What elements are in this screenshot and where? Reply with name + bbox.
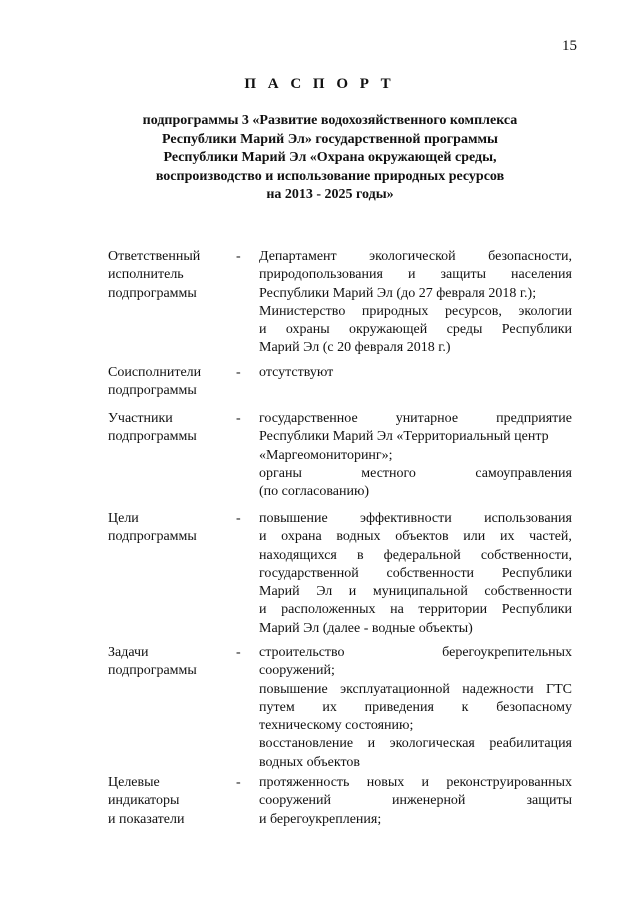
row-dash: - bbox=[236, 775, 241, 790]
word: Республики bbox=[501, 322, 572, 338]
content-line: Республики Марий Эл «Территориальный центр bbox=[259, 429, 549, 445]
content-line bbox=[259, 266, 572, 284]
row-content bbox=[259, 510, 572, 638]
subtitle-line: подпрограммы 3 «Развитие водохозяйственного комплекса bbox=[142, 113, 518, 128]
content-line: водных объектов bbox=[259, 754, 361, 770]
row-dash: - bbox=[236, 511, 241, 526]
content-line bbox=[259, 644, 572, 662]
word: новых bbox=[366, 775, 405, 790]
word: и bbox=[421, 775, 430, 790]
row-label bbox=[108, 774, 233, 829]
subtitle-line: Республики Марий Эл «Охрана окружающей среды, bbox=[163, 150, 497, 165]
content-line bbox=[259, 465, 572, 483]
word: экологическая bbox=[389, 736, 475, 752]
word: государственной bbox=[259, 565, 359, 581]
word: экологической bbox=[369, 249, 456, 264]
label-line: подпрограммы bbox=[108, 383, 197, 399]
content-line bbox=[259, 528, 572, 546]
word: предприятие bbox=[496, 411, 572, 426]
word: повышение bbox=[259, 511, 328, 526]
content-line bbox=[259, 774, 572, 792]
content-line bbox=[259, 248, 572, 266]
word: собственности bbox=[484, 584, 572, 600]
content-line bbox=[259, 510, 572, 528]
word: Департамент bbox=[259, 249, 337, 264]
word: восстановление bbox=[259, 736, 354, 752]
word: строительство bbox=[259, 645, 345, 660]
content-line: отсутствуют bbox=[259, 365, 334, 380]
label-line: подпрограммы bbox=[108, 429, 197, 445]
label-line: Ответственный bbox=[108, 249, 201, 264]
label-line: Целевые bbox=[108, 775, 160, 790]
row-dash: - bbox=[236, 249, 241, 264]
word: реабилитация bbox=[489, 736, 572, 752]
word: ресурсов, bbox=[444, 303, 502, 319]
subtitle-line: воспроизводство и использование природных ресурсов bbox=[155, 168, 505, 184]
word: территории bbox=[418, 602, 488, 618]
word: использования bbox=[484, 511, 572, 526]
label-line: индикаторы bbox=[108, 793, 180, 809]
row-label bbox=[108, 410, 233, 447]
word: находящихся bbox=[259, 547, 337, 563]
word: Министерство bbox=[259, 303, 346, 319]
content-line bbox=[259, 601, 572, 619]
word: берегоукрепительных bbox=[442, 645, 572, 660]
word: и bbox=[259, 602, 267, 618]
content-line bbox=[259, 565, 572, 583]
word: и bbox=[348, 584, 357, 600]
document-subtitle bbox=[100, 112, 560, 205]
content-line bbox=[259, 699, 572, 717]
word: Республики bbox=[501, 602, 572, 618]
label-line: исполнитель bbox=[108, 267, 184, 283]
word: сооружений bbox=[259, 793, 332, 809]
word: Эл bbox=[316, 584, 333, 600]
word: к bbox=[461, 699, 469, 715]
word: ГТС bbox=[546, 681, 572, 697]
word: экологии bbox=[518, 303, 572, 319]
word: местного bbox=[361, 465, 416, 481]
row-dash: - bbox=[236, 411, 241, 426]
word: надежности bbox=[462, 681, 534, 697]
word: населения bbox=[511, 267, 572, 283]
word: природных bbox=[361, 303, 429, 319]
label-line: и показатели bbox=[108, 811, 185, 827]
content-line: сооружений; bbox=[259, 663, 335, 679]
row-dash: - bbox=[236, 645, 241, 660]
word: Республики bbox=[501, 565, 572, 581]
content-line: и берегоукрепления; bbox=[259, 811, 382, 827]
content-line bbox=[259, 303, 572, 321]
word: реконструированных bbox=[446, 775, 572, 790]
word: частей, bbox=[529, 529, 572, 545]
word: или bbox=[463, 529, 486, 545]
label-line: подпрограммы bbox=[108, 285, 197, 301]
page-number: 15 bbox=[562, 38, 577, 54]
subtitle-line: Республики Марий Эл» государственной программы bbox=[162, 131, 498, 147]
content-line: Марий Эл (с 20 февраля 2018 г.) bbox=[259, 340, 451, 356]
word: окружающей bbox=[348, 322, 428, 338]
word: протяженность bbox=[259, 775, 350, 790]
word: водных bbox=[336, 529, 381, 545]
word: самоуправления bbox=[475, 465, 572, 481]
content-line bbox=[259, 792, 572, 810]
content-line bbox=[259, 321, 572, 339]
label-line: Соисполнители bbox=[108, 365, 202, 380]
word: расположенных bbox=[281, 602, 376, 618]
word: унитарное bbox=[395, 411, 459, 426]
row-label bbox=[108, 644, 233, 681]
label-line: Задачи bbox=[108, 645, 149, 660]
row-content bbox=[259, 364, 572, 382]
word: объектов bbox=[395, 529, 449, 545]
word: эксплуатационной bbox=[340, 681, 450, 697]
word: Марий bbox=[259, 584, 300, 600]
content-line: (по согласованию) bbox=[259, 484, 370, 500]
word: собственности bbox=[386, 565, 475, 581]
content-line bbox=[259, 681, 572, 699]
word: и bbox=[259, 529, 267, 545]
word: защиты bbox=[526, 793, 572, 809]
content-line: «Маргеомониторинг»; bbox=[259, 447, 393, 463]
word: государственное bbox=[259, 411, 358, 426]
row-content bbox=[259, 774, 572, 829]
word: и bbox=[259, 322, 267, 338]
content-line bbox=[259, 547, 572, 565]
label-line: Цели bbox=[108, 511, 139, 526]
content-line: Марий Эл (далее - водные объекты) bbox=[259, 620, 473, 636]
word: федеральной bbox=[383, 547, 461, 563]
row-label bbox=[108, 510, 233, 547]
word: и bbox=[367, 736, 376, 752]
label-line: подпрограммы bbox=[108, 529, 197, 545]
content-line: техническому состоянию; bbox=[259, 718, 414, 734]
row-content bbox=[259, 248, 572, 358]
row-content bbox=[259, 644, 572, 772]
word: безопасности, bbox=[488, 249, 572, 264]
word: и bbox=[407, 267, 416, 283]
row-content bbox=[259, 410, 572, 501]
word: на bbox=[390, 602, 404, 618]
content-line bbox=[259, 410, 572, 428]
word: их bbox=[499, 529, 515, 545]
word: органы bbox=[259, 465, 302, 481]
word: приведения bbox=[364, 699, 434, 715]
word: природопользования bbox=[259, 267, 383, 283]
word: охрана bbox=[281, 529, 322, 545]
row-dash: - bbox=[236, 365, 241, 380]
word: охраны bbox=[285, 322, 330, 338]
label-line: Участники bbox=[108, 411, 173, 426]
content-line bbox=[259, 735, 572, 753]
word: эффективности bbox=[360, 511, 452, 526]
label-line: подпрограммы bbox=[108, 663, 197, 679]
word: их bbox=[322, 699, 337, 715]
word: муниципальной bbox=[372, 584, 468, 600]
word: повышение bbox=[259, 681, 328, 697]
content-line: Республики Марий Эл (до 27 февраля 2018 г.); bbox=[259, 285, 537, 301]
row-label bbox=[108, 364, 233, 401]
word: среды bbox=[446, 322, 483, 338]
word: безопасному bbox=[496, 699, 572, 715]
subtitle-line: на 2013 - 2025 годы» bbox=[266, 187, 394, 202]
word: путем bbox=[259, 699, 295, 715]
word: инженерной bbox=[392, 793, 466, 809]
document-title: П А С П О Р Т bbox=[244, 76, 395, 92]
word: собственности, bbox=[480, 547, 572, 563]
content-line bbox=[259, 583, 572, 601]
row-label bbox=[108, 248, 233, 303]
word: защиты bbox=[440, 267, 487, 283]
word: в bbox=[356, 547, 364, 563]
